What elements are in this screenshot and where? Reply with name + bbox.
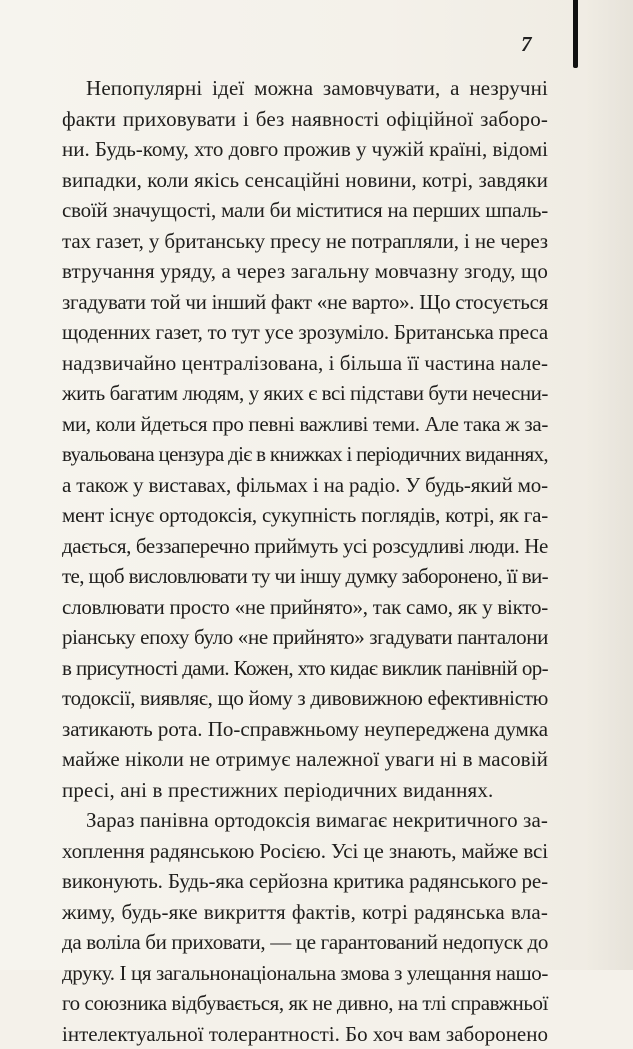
text-line: щоденних газет, то тут усе зрозуміло. Британська преса <box>62 317 548 348</box>
text-line: мент існує ортодоксія, сукупність поглядів, котрі, як га- <box>62 500 548 531</box>
text-line: надзвичайно централізована, і більша її частина нале- <box>62 348 548 379</box>
text-line: ріанську епоху було «не прийнято» згадувати панталони <box>62 622 548 653</box>
page-edge-shadow <box>585 0 633 970</box>
text-line: випадки, коли якісь сенсаційні новини, котрі, завдяки <box>62 165 548 196</box>
text-line: друку. І ця загальнонаціональна змова з улещання нашо- <box>62 958 548 989</box>
paragraph-2 <box>62 805 548 1049</box>
text-line: своїй значущості, мали би міститися на перших шпаль- <box>62 195 548 226</box>
text-line: а також у виставах, фільмах і на радіо. У будь-який мо- <box>62 470 548 501</box>
body-text <box>62 73 548 1049</box>
text-line: згадувати той чи інший факт «не варто». Що стосується <box>62 287 548 318</box>
text-line: втручання уряду, а через загальну мовчазну згоду, що <box>62 256 548 287</box>
text-line: Непопулярні ідеї можна замовчувати, а незручні <box>62 73 548 104</box>
text-line: словлювати просто «не прийнято», так само, як у вікто- <box>62 592 548 623</box>
text-line: дається, беззаперечно приймуть усі розсудливі люди. Не <box>62 531 548 562</box>
text-line: го союзника відбувається, як не дивно, на тлі справжньої <box>62 988 548 1019</box>
text-line: жить багатим людям, у яких є всі підстави бути нечесни- <box>62 378 548 409</box>
text-line: жиму, будь-яке викриття фактів, котрі радянська вла- <box>62 897 548 928</box>
text-line: майже ніколи не отримує належної уваги ні в масовій <box>62 744 548 775</box>
text-line: тах газет, у британську пресу не потрапляли, і не через <box>62 226 548 257</box>
text-line: пресі, ані в престижних періодичних виданнях. <box>62 775 548 806</box>
text-line: затикають рота. По-справжньому неупереджена думка <box>62 714 548 745</box>
text-line: тодоксії, виявляє, що йому з дивовижною ефективністю <box>62 683 548 714</box>
text-line: ми, коли йдеться про певні важливі теми. Але така ж за- <box>62 409 548 440</box>
text-line: те, щоб висловлювати ту чи іншу думку заборонено, її ви- <box>62 561 548 592</box>
text-line: ни. Будь-кому, хто довго прожив у чужій країні, відомі <box>62 134 548 165</box>
text-line: факти приховувати і без наявності офіційної заборо- <box>62 104 548 135</box>
bookmark-strip <box>573 0 578 68</box>
text-line: хоплення радянською Росією. Усі це знають, майже всі <box>62 836 548 867</box>
text-line: виконують. Будь-яка серйозна критика радянського ре- <box>62 866 548 897</box>
page-number: 7 <box>521 32 532 57</box>
paragraph-1 <box>62 73 548 805</box>
text-line: Зараз панівна ортодоксія вимагає некритичного за- <box>62 805 548 836</box>
text-line: вуальована цензура діє в книжках і періодичних виданнях, <box>62 439 548 470</box>
text-line: в присутності дами. Кожен, хто кидає виклик панівній ор- <box>62 653 548 684</box>
text-line: інтелектуальної толерантності. Бо хоч вам заборонено <box>62 1019 548 1049</box>
text-line: да воліла би приховати, — це гарантований недопуск до <box>62 927 548 958</box>
